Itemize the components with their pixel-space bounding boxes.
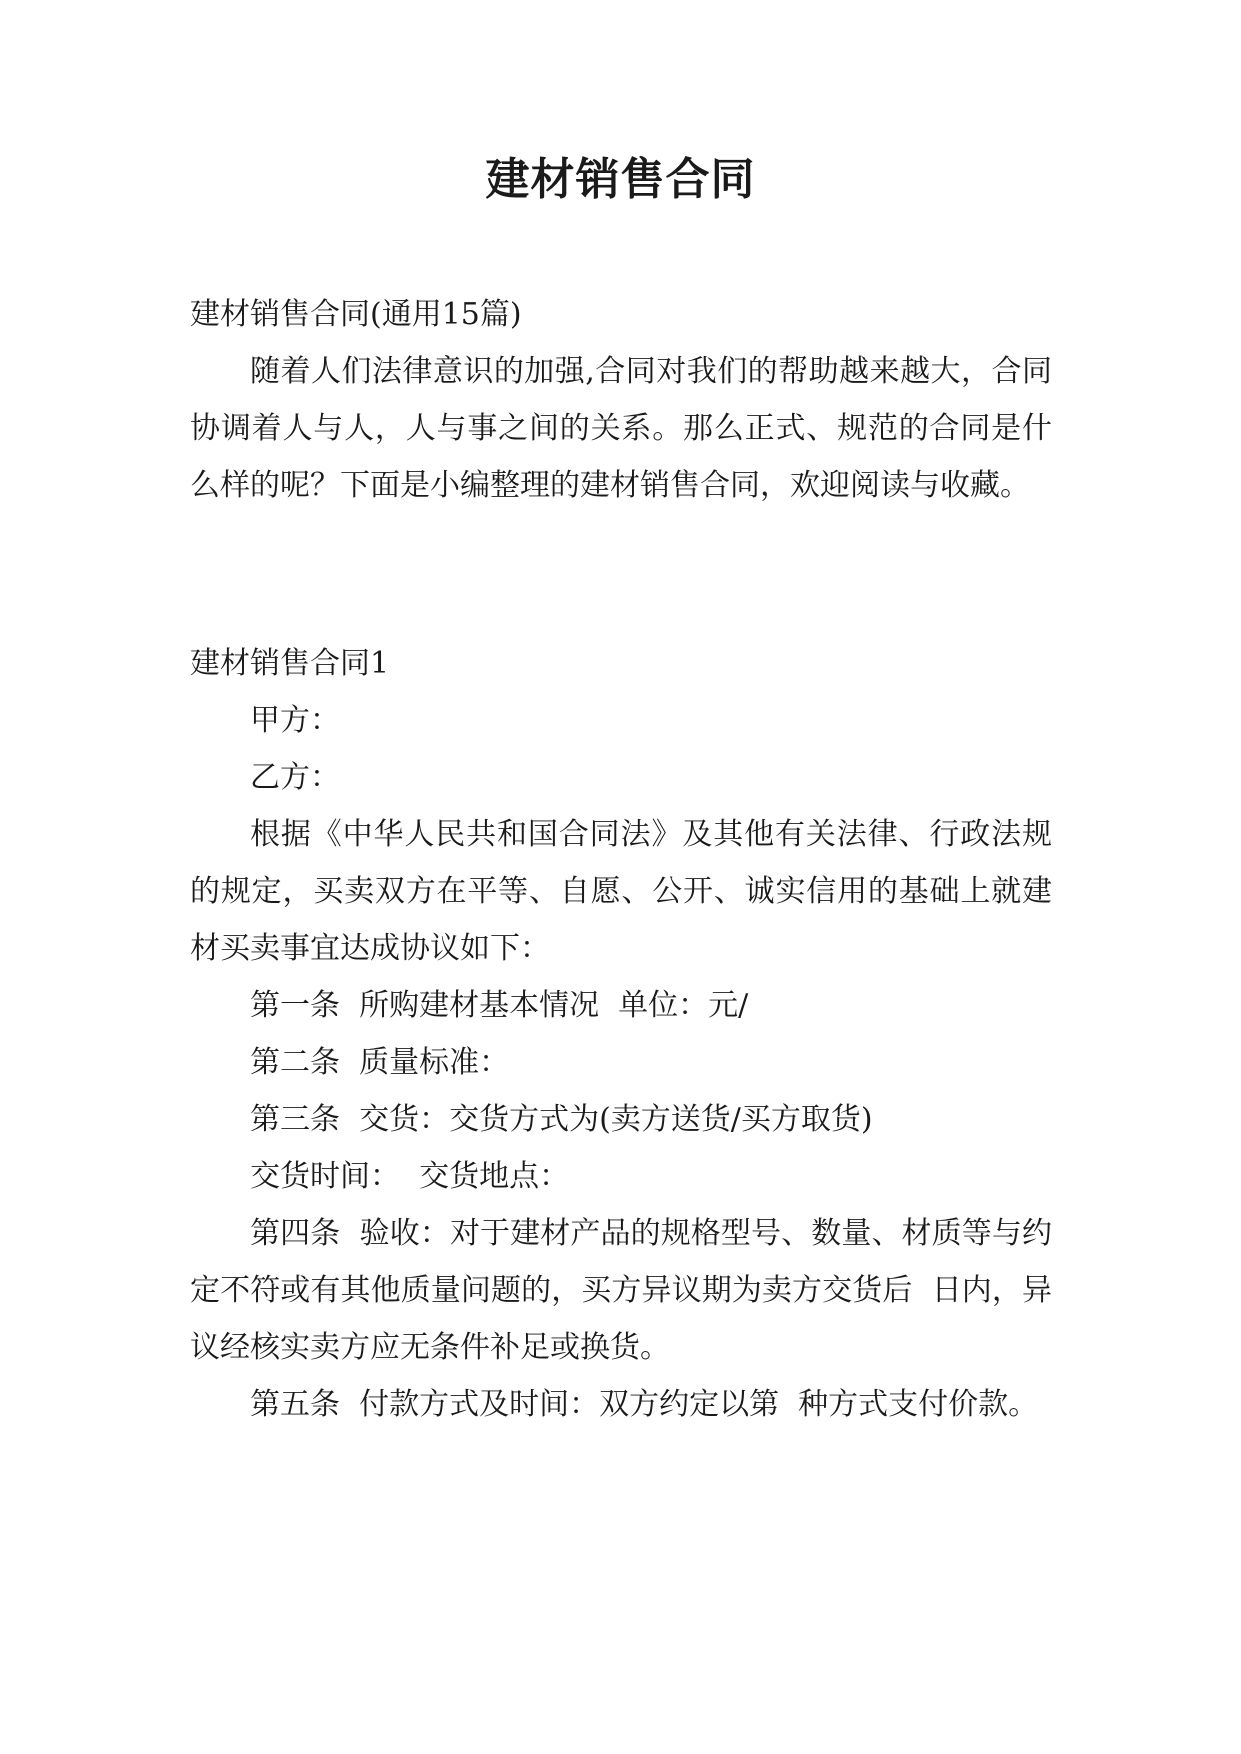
- article-2: 第二条 质量标准：: [250, 1045, 510, 1080]
- section-heading: 建材销售合同1: [190, 646, 390, 681]
- intro-subtitle: 建材销售合同(通用15篇): [190, 297, 522, 332]
- intro-paragraph: 随着人们法律意识的加强,合同对我们的帮助越来越大，合同协调着人与人，人与事之间的关系。那么正式、规范的合同是什么样的呢？下面是小编整理的建材销售合同，欢迎阅读与收藏。: [190, 354, 1052, 503]
- document-body: [190, 286, 1052, 1433]
- section-spacer: [190, 514, 1052, 635]
- article-1: 第一条 所购建材基本情况 单位：元/: [250, 988, 749, 1023]
- party-b-line: 乙方：: [250, 760, 340, 795]
- delivery-line: 交货时间： 交货地点：: [250, 1159, 570, 1194]
- party-a-line: 甲方：: [250, 703, 340, 738]
- article-5: 第五条 付款方式及时间：双方约定以第 种方式支付价款。: [250, 1387, 1039, 1422]
- article-3: 第三条 交货：交货方式为(卖方送货/买方取货): [250, 1102, 873, 1137]
- article-4: 第四条 验收：对于建材产品的规格型号、数量、材质等与约定不符或有其他质量问题的，买方异议期为卖方交货后 日内，异议经核实卖方应无条件补足或换货。: [190, 1216, 1052, 1365]
- preamble-paragraph: 根据《中华人民共和国合同法》及其他有关法律、行政法规的规定，买卖双方在平等、自愿、公开、诚实信用的基础上就建材买卖事宜达成协议如下：: [190, 817, 1052, 966]
- document-title: 建材销售合同: [485, 154, 756, 205]
